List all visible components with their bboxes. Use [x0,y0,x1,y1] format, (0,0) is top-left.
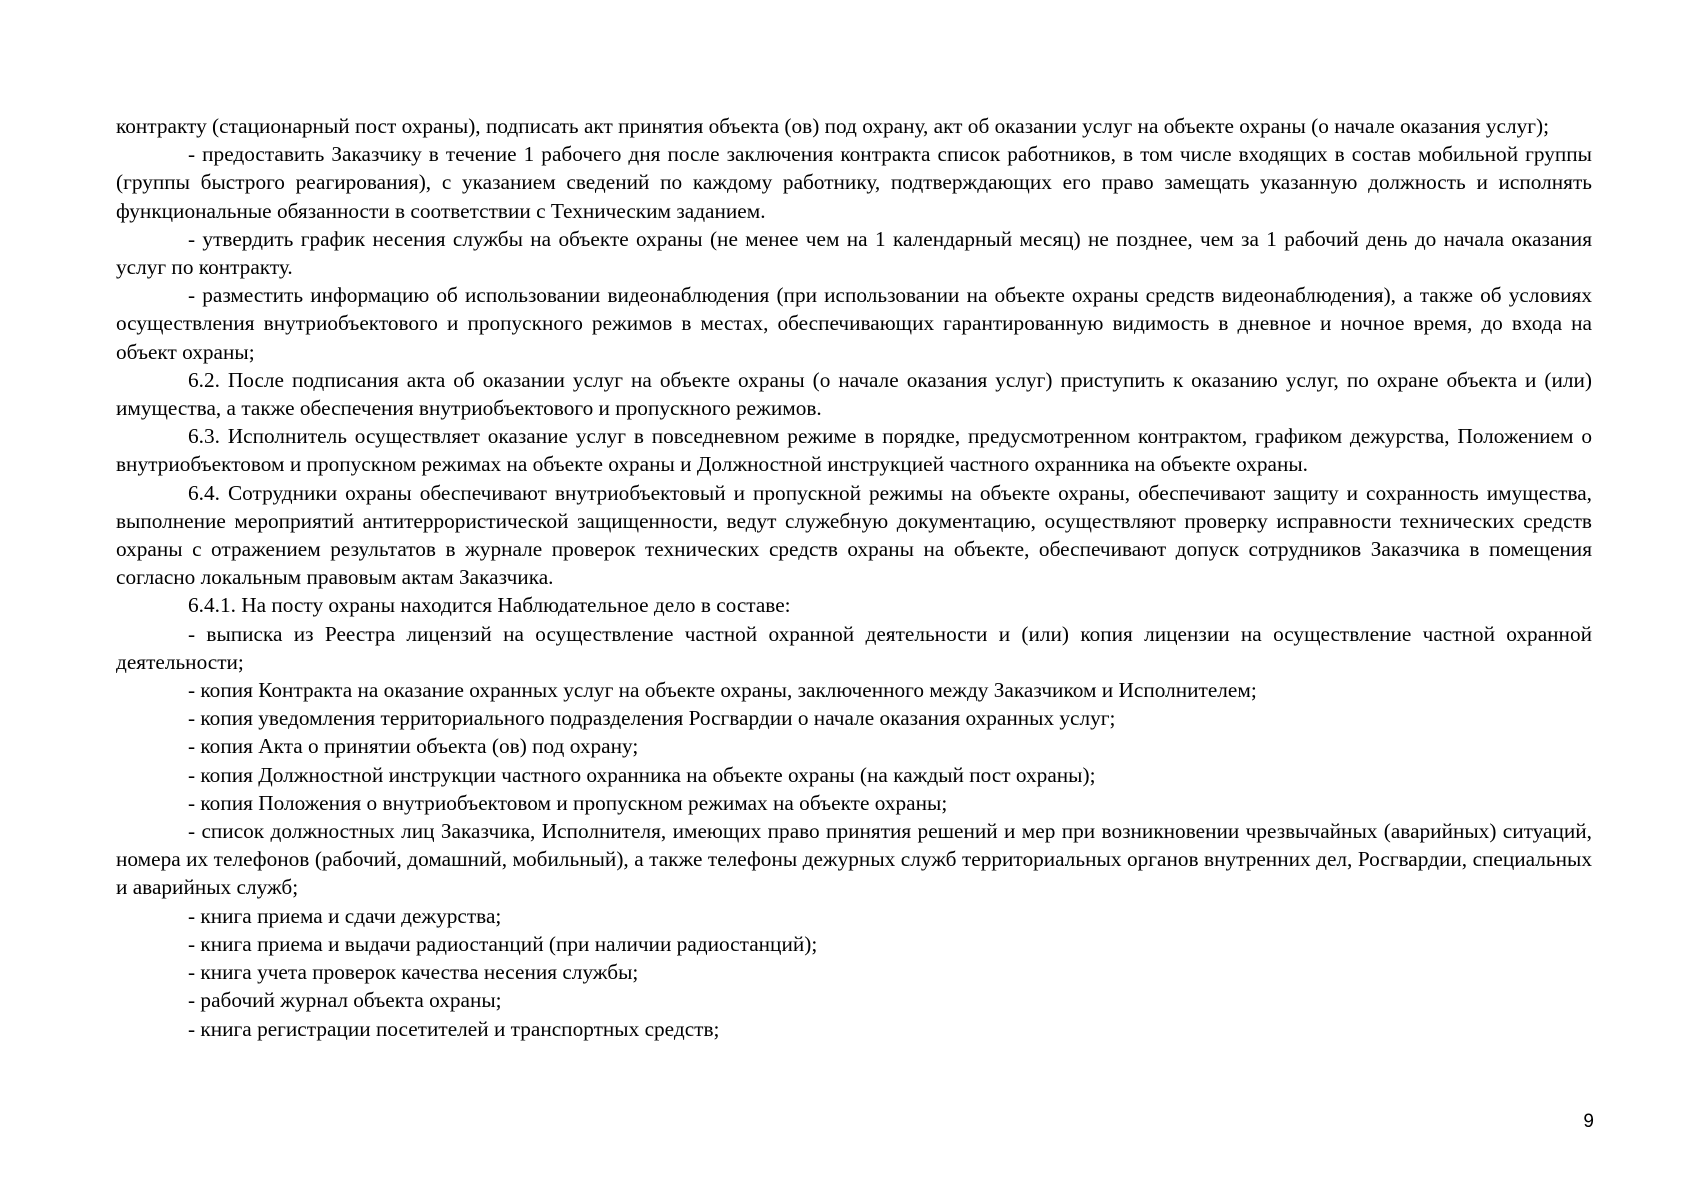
list-item-officials-contacts: - список должностных лиц Заказчика, Исполнителя, имеющих право принятия решений и мер при возникновении чрезвычайных (аварийных) ситуаций, номера их телефонов (рабочий, домашний, мобильный), а также телефоны дежурных служб территориальных органов внутренних дел, Росгвардии, специальных и аварийных служб; [116,819,1592,900]
paragraph-6-3: 6.3. Исполнитель осуществляет оказание услуг в повседневном режиме в порядке, предусмотренном контрактом, графиком дежурства, Положением о внутриобъектовом и пропускном режимах на объекте охраны и Должностной инструкцией частного охранника на объекте охраны. [116,424,1592,477]
list-item-license-extract: - выписка из Реестра лицензий на осуществление частной охранной деятельности и (или) копия лицензии на осуществление частной охранной деятельности; [116,621,1592,674]
list-item-regime-regulation: - копия Положения о внутриобъектовом и пропускном режимах на объекте охраны; [188,790,948,815]
paragraph-6-4: 6.4. Сотрудники охраны обеспечивают внутриобъектовый и пропускной режимы на объекте охраны, обеспечивают защиту и сохранность имущества, выполнение мероприятий антитеррористической защищенности, ведут служебную документацию, осуществляют проверку исправности технических средств охраны с отражением результатов в журнале проверок технических средств охраны на объекте, обеспечивают допуск сотрудников Заказчика в помещения согласно локальным правовым актам Заказчика. [116,480,1592,590]
paragraph-duty-schedule: - утвердить график несения службы на объекте охраны (не менее чем на 1 календарный месяц) не позднее, чем за 1 рабочий день до начала оказания услуг по контракту. [116,226,1592,280]
list-item-work-journal: - рабочий журнал объекта охраны; [188,988,502,1013]
paragraph-contract-continuation: контракту (стационарный пост охраны), подписать акт принятия объекта (ов) под охрану, акт об оказании услуг на объекте охраны (о начале оказания услуг); [116,114,1550,138]
page-number: 9 [1583,1111,1594,1132]
paragraph-employee-list: - предоставить Заказчику в течение 1 рабочего дня после заключения контракта список работников, в том числе входящих в состав мобильной группы (группы быстрого реагирования), с указанием сведений по каждому работнику, подтверждающих его право замещать указанную должность и исполнять функциональные обязанности в соответствии с Техническим заданием. [116,142,1592,223]
paragraph-6-2: 6.2. После подписания акта об оказании услуг на объекте охраны (о начале оказания услуг) приступить к оказанию услуг, по охране объекта и (или) имущества, а также обеспечения внутриобъектового и пропускного режимов. [116,367,1592,421]
list-item-rosgvardia-notice: - копия уведомления территориального подразделения Росгвардии о начале оказания охранных услуг; [188,706,1116,731]
list-item-radio-log: - книга приема и выдачи радиостанций (при наличии радиостанций); [188,931,818,956]
list-item-job-instruction: - копия Должностной инструкции частного охранника на объекте охраны (на каждый пост охраны); [188,762,1096,787]
list-item-duty-log: - книга приема и сдачи дежурства; [188,903,502,928]
list-item-visitor-register: - книга регистрации посетителей и транспортных средств; [188,1016,720,1041]
paragraph-video-surveillance-info: - разместить информацию об использовании видеонаблюдения (при использовании на объекте охраны средств видеонаблюдения), а также об условиях осуществления внутриобъектового и пропускного режимов в местах, обеспечивающих гарантированную видимость в дневное и ночное время, до входа на объект охраны; [116,283,1592,364]
list-item-acceptance-act: - копия Акта о принятии объекта (ов) под охрану; [188,734,639,759]
list-item-contract-copy: - копия Контракта на оказание охранных услуг на объекте охраны, заключенного между Заказчиком и Исполнителем; [188,678,1257,703]
paragraph-6-4-1: 6.4.1. На посту охраны находится Наблюдательное дело в составе: [188,593,791,618]
document-body [116,112,1592,1043]
list-item-inspection-log: - книга учета проверок качества несения службы; [188,960,639,985]
